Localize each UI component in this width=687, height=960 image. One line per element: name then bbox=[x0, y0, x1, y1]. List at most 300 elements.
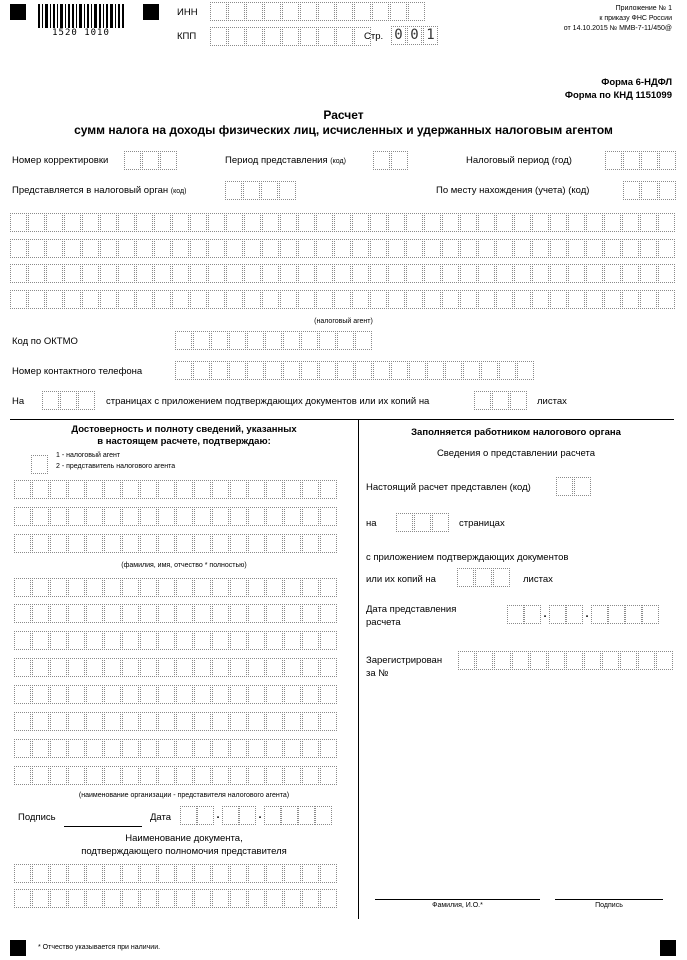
char-cell[interactable] bbox=[104, 578, 121, 597]
char-cell[interactable] bbox=[334, 239, 351, 258]
char-cell[interactable] bbox=[266, 864, 283, 883]
char-cell[interactable] bbox=[284, 578, 301, 597]
char-cell[interactable] bbox=[658, 239, 675, 258]
char-cell[interactable] bbox=[50, 480, 67, 499]
char-cell[interactable] bbox=[230, 631, 247, 650]
char-cell[interactable] bbox=[230, 578, 247, 597]
char-cell[interactable] bbox=[158, 739, 175, 758]
char-cell[interactable] bbox=[176, 712, 193, 731]
char-cell[interactable] bbox=[46, 213, 63, 232]
char-cell[interactable] bbox=[154, 213, 171, 232]
char-cell[interactable] bbox=[514, 264, 531, 283]
char-cell[interactable] bbox=[194, 604, 211, 623]
char-cell[interactable] bbox=[104, 534, 121, 553]
char-cell[interactable] bbox=[140, 766, 157, 785]
char-cell[interactable] bbox=[496, 290, 513, 309]
char-cell[interactable] bbox=[208, 213, 225, 232]
char-cell[interactable] bbox=[248, 739, 265, 758]
char-cell[interactable] bbox=[14, 507, 31, 526]
char-cell[interactable] bbox=[158, 604, 175, 623]
char-cell[interactable] bbox=[388, 290, 405, 309]
char-cell[interactable] bbox=[266, 534, 283, 553]
char-cell[interactable] bbox=[122, 604, 139, 623]
char-cell[interactable] bbox=[136, 213, 153, 232]
char-cell[interactable] bbox=[640, 264, 657, 283]
char-cell[interactable] bbox=[266, 507, 283, 526]
char-cell[interactable] bbox=[104, 480, 121, 499]
char-cell[interactable] bbox=[68, 766, 85, 785]
char-cell[interactable] bbox=[266, 658, 283, 677]
org-row[interactable] bbox=[14, 658, 338, 677]
char-cell[interactable] bbox=[10, 264, 27, 283]
office-sheets-field[interactable] bbox=[457, 568, 511, 587]
char-cell[interactable] bbox=[460, 213, 477, 232]
char-cell[interactable] bbox=[532, 239, 549, 258]
char-cell[interactable] bbox=[460, 290, 477, 309]
char-cell[interactable] bbox=[442, 213, 459, 232]
char-cell[interactable] bbox=[14, 712, 31, 731]
char-cell[interactable] bbox=[190, 213, 207, 232]
char-cell[interactable] bbox=[302, 739, 319, 758]
char-cell[interactable] bbox=[68, 739, 85, 758]
char-cell[interactable] bbox=[514, 290, 531, 309]
char-cell[interactable] bbox=[248, 658, 265, 677]
char-cell[interactable] bbox=[32, 631, 49, 650]
agent-name-row[interactable] bbox=[10, 239, 676, 258]
char-cell[interactable] bbox=[122, 578, 139, 597]
char-cell[interactable] bbox=[604, 239, 621, 258]
char-cell[interactable] bbox=[266, 766, 283, 785]
char-cell[interactable] bbox=[68, 578, 85, 597]
char-cell[interactable] bbox=[100, 239, 117, 258]
char-cell[interactable] bbox=[68, 604, 85, 623]
char-cell[interactable] bbox=[50, 766, 67, 785]
sign-date-field[interactable]: . . bbox=[180, 806, 332, 825]
char-cell[interactable] bbox=[32, 864, 49, 883]
char-cell[interactable] bbox=[230, 658, 247, 677]
char-cell[interactable] bbox=[140, 534, 157, 553]
char-cell[interactable] bbox=[190, 239, 207, 258]
char-cell[interactable] bbox=[172, 290, 189, 309]
char-cell[interactable] bbox=[194, 507, 211, 526]
char-cell[interactable] bbox=[158, 658, 175, 677]
char-cell[interactable] bbox=[284, 604, 301, 623]
char-cell[interactable] bbox=[86, 658, 103, 677]
char-cell[interactable] bbox=[388, 239, 405, 258]
location-field[interactable] bbox=[623, 181, 677, 200]
char-cell[interactable] bbox=[140, 578, 157, 597]
submitted-code-field[interactable] bbox=[556, 477, 592, 496]
char-cell[interactable] bbox=[284, 480, 301, 499]
char-cell[interactable] bbox=[14, 534, 31, 553]
registration-number-field[interactable] bbox=[458, 651, 674, 670]
char-cell[interactable] bbox=[122, 507, 139, 526]
char-cell[interactable] bbox=[568, 290, 585, 309]
char-cell[interactable] bbox=[118, 290, 135, 309]
char-cell[interactable] bbox=[320, 507, 337, 526]
char-cell[interactable] bbox=[316, 264, 333, 283]
oktmo-field[interactable] bbox=[175, 331, 373, 350]
char-cell[interactable] bbox=[68, 685, 85, 704]
char-cell[interactable] bbox=[478, 290, 495, 309]
char-cell[interactable] bbox=[586, 264, 603, 283]
char-cell[interactable] bbox=[32, 739, 49, 758]
char-cell[interactable] bbox=[460, 239, 477, 258]
char-cell[interactable] bbox=[68, 480, 85, 499]
org-row[interactable] bbox=[14, 578, 338, 597]
char-cell[interactable] bbox=[122, 739, 139, 758]
char-cell[interactable] bbox=[532, 290, 549, 309]
char-cell[interactable] bbox=[298, 264, 315, 283]
char-cell[interactable] bbox=[226, 239, 243, 258]
char-cell[interactable] bbox=[86, 739, 103, 758]
char-cell[interactable] bbox=[244, 264, 261, 283]
char-cell[interactable] bbox=[140, 685, 157, 704]
char-cell[interactable] bbox=[10, 213, 27, 232]
char-cell[interactable] bbox=[176, 604, 193, 623]
signer-type-field[interactable] bbox=[31, 455, 48, 474]
char-cell[interactable] bbox=[622, 239, 639, 258]
char-cell[interactable] bbox=[266, 578, 283, 597]
char-cell[interactable] bbox=[122, 685, 139, 704]
char-cell[interactable] bbox=[604, 264, 621, 283]
char-cell[interactable] bbox=[14, 578, 31, 597]
char-cell[interactable] bbox=[68, 507, 85, 526]
char-cell[interactable] bbox=[32, 712, 49, 731]
char-cell[interactable] bbox=[68, 864, 85, 883]
char-cell[interactable] bbox=[136, 239, 153, 258]
char-cell[interactable] bbox=[424, 264, 441, 283]
char-cell[interactable] bbox=[442, 264, 459, 283]
inn-field[interactable] bbox=[210, 2, 426, 21]
char-cell[interactable] bbox=[140, 889, 157, 908]
char-cell[interactable] bbox=[104, 864, 121, 883]
char-cell[interactable] bbox=[14, 685, 31, 704]
char-cell[interactable] bbox=[100, 290, 117, 309]
char-cell[interactable] bbox=[320, 864, 337, 883]
char-cell[interactable] bbox=[230, 864, 247, 883]
char-cell[interactable] bbox=[50, 685, 67, 704]
char-cell[interactable] bbox=[104, 631, 121, 650]
char-cell[interactable] bbox=[158, 685, 175, 704]
char-cell[interactable] bbox=[104, 685, 121, 704]
char-cell[interactable] bbox=[140, 712, 157, 731]
char-cell[interactable] bbox=[248, 507, 265, 526]
char-cell[interactable] bbox=[50, 534, 67, 553]
char-cell[interactable] bbox=[442, 239, 459, 258]
char-cell[interactable] bbox=[176, 578, 193, 597]
submit-date-field[interactable]: . . bbox=[507, 605, 659, 624]
char-cell[interactable] bbox=[262, 290, 279, 309]
char-cell[interactable] bbox=[284, 766, 301, 785]
char-cell[interactable] bbox=[122, 534, 139, 553]
char-cell[interactable] bbox=[226, 213, 243, 232]
char-cell[interactable] bbox=[248, 889, 265, 908]
char-cell[interactable] bbox=[266, 685, 283, 704]
char-cell[interactable] bbox=[32, 480, 49, 499]
char-cell[interactable] bbox=[230, 739, 247, 758]
char-cell[interactable] bbox=[14, 604, 31, 623]
char-cell[interactable] bbox=[212, 507, 229, 526]
char-cell[interactable] bbox=[32, 578, 49, 597]
char-cell[interactable] bbox=[320, 685, 337, 704]
char-cell[interactable] bbox=[550, 290, 567, 309]
char-cell[interactable] bbox=[586, 290, 603, 309]
char-cell[interactable] bbox=[406, 239, 423, 258]
char-cell[interactable] bbox=[320, 658, 337, 677]
char-cell[interactable] bbox=[316, 239, 333, 258]
char-cell[interactable] bbox=[176, 658, 193, 677]
char-cell[interactable] bbox=[104, 889, 121, 908]
char-cell[interactable] bbox=[496, 264, 513, 283]
char-cell[interactable] bbox=[586, 239, 603, 258]
fio-row[interactable] bbox=[14, 507, 338, 526]
char-cell[interactable] bbox=[14, 889, 31, 908]
char-cell[interactable] bbox=[194, 534, 211, 553]
char-cell[interactable] bbox=[622, 290, 639, 309]
char-cell[interactable] bbox=[320, 480, 337, 499]
officer-name-line[interactable] bbox=[375, 899, 540, 900]
char-cell[interactable] bbox=[122, 864, 139, 883]
char-cell[interactable] bbox=[586, 213, 603, 232]
char-cell[interactable] bbox=[302, 507, 319, 526]
char-cell[interactable] bbox=[104, 766, 121, 785]
char-cell[interactable] bbox=[352, 264, 369, 283]
char-cell[interactable] bbox=[176, 631, 193, 650]
char-cell[interactable] bbox=[550, 264, 567, 283]
char-cell[interactable] bbox=[320, 534, 337, 553]
char-cell[interactable] bbox=[334, 264, 351, 283]
char-cell[interactable] bbox=[640, 290, 657, 309]
char-cell[interactable] bbox=[230, 604, 247, 623]
org-row[interactable] bbox=[14, 766, 338, 785]
char-cell[interactable] bbox=[176, 507, 193, 526]
char-cell[interactable] bbox=[68, 712, 85, 731]
char-cell[interactable] bbox=[352, 239, 369, 258]
char-cell[interactable] bbox=[280, 290, 297, 309]
char-cell[interactable] bbox=[32, 604, 49, 623]
char-cell[interactable] bbox=[14, 739, 31, 758]
char-cell[interactable] bbox=[320, 578, 337, 597]
char-cell[interactable] bbox=[262, 213, 279, 232]
char-cell[interactable] bbox=[460, 264, 477, 283]
char-cell[interactable] bbox=[622, 264, 639, 283]
char-cell[interactable] bbox=[298, 213, 315, 232]
char-cell[interactable] bbox=[194, 480, 211, 499]
char-cell[interactable] bbox=[284, 739, 301, 758]
char-cell[interactable] bbox=[82, 290, 99, 309]
char-cell[interactable] bbox=[50, 604, 67, 623]
char-cell[interactable] bbox=[230, 766, 247, 785]
char-cell[interactable] bbox=[32, 507, 49, 526]
char-cell[interactable] bbox=[64, 290, 81, 309]
char-cell[interactable] bbox=[262, 239, 279, 258]
char-cell[interactable] bbox=[212, 685, 229, 704]
char-cell[interactable] bbox=[86, 507, 103, 526]
char-cell[interactable] bbox=[302, 685, 319, 704]
char-cell[interactable] bbox=[140, 480, 157, 499]
char-cell[interactable] bbox=[158, 578, 175, 597]
char-cell[interactable] bbox=[532, 264, 549, 283]
char-cell[interactable] bbox=[604, 213, 621, 232]
char-cell[interactable] bbox=[658, 290, 675, 309]
char-cell[interactable] bbox=[262, 264, 279, 283]
char-cell[interactable] bbox=[50, 712, 67, 731]
char-cell[interactable] bbox=[226, 264, 243, 283]
char-cell[interactable] bbox=[190, 290, 207, 309]
char-cell[interactable] bbox=[320, 631, 337, 650]
char-cell[interactable] bbox=[568, 239, 585, 258]
char-cell[interactable] bbox=[302, 712, 319, 731]
char-cell[interactable] bbox=[158, 507, 175, 526]
char-cell[interactable] bbox=[284, 889, 301, 908]
char-cell[interactable] bbox=[212, 889, 229, 908]
char-cell[interactable] bbox=[334, 290, 351, 309]
char-cell[interactable] bbox=[32, 534, 49, 553]
char-cell[interactable] bbox=[158, 480, 175, 499]
agent-name-row[interactable] bbox=[10, 264, 676, 283]
char-cell[interactable] bbox=[212, 534, 229, 553]
char-cell[interactable] bbox=[514, 239, 531, 258]
phone-field[interactable] bbox=[175, 361, 535, 380]
char-cell[interactable] bbox=[302, 658, 319, 677]
char-cell[interactable] bbox=[388, 264, 405, 283]
char-cell[interactable] bbox=[194, 712, 211, 731]
char-cell[interactable] bbox=[50, 658, 67, 677]
char-cell[interactable] bbox=[208, 290, 225, 309]
signature-line[interactable] bbox=[64, 826, 142, 827]
char-cell[interactable] bbox=[86, 685, 103, 704]
char-cell[interactable] bbox=[194, 658, 211, 677]
char-cell[interactable] bbox=[212, 631, 229, 650]
char-cell[interactable] bbox=[302, 864, 319, 883]
char-cell[interactable] bbox=[424, 213, 441, 232]
char-cell[interactable] bbox=[370, 264, 387, 283]
tax-authority-field[interactable] bbox=[225, 181, 297, 200]
char-cell[interactable] bbox=[158, 766, 175, 785]
char-cell[interactable] bbox=[104, 604, 121, 623]
char-cell[interactable] bbox=[388, 213, 405, 232]
char-cell[interactable] bbox=[86, 766, 103, 785]
char-cell[interactable] bbox=[316, 213, 333, 232]
char-cell[interactable] bbox=[104, 712, 121, 731]
char-cell[interactable] bbox=[302, 631, 319, 650]
char-cell[interactable] bbox=[68, 534, 85, 553]
char-cell[interactable] bbox=[424, 239, 441, 258]
char-cell[interactable] bbox=[140, 631, 157, 650]
org-row[interactable] bbox=[14, 604, 338, 623]
char-cell[interactable] bbox=[176, 534, 193, 553]
char-cell[interactable] bbox=[406, 264, 423, 283]
org-row[interactable] bbox=[14, 712, 338, 731]
char-cell[interactable] bbox=[658, 213, 675, 232]
char-cell[interactable] bbox=[230, 480, 247, 499]
char-cell[interactable] bbox=[658, 264, 675, 283]
char-cell[interactable] bbox=[266, 712, 283, 731]
char-cell[interactable] bbox=[370, 290, 387, 309]
char-cell[interactable] bbox=[302, 534, 319, 553]
char-cell[interactable] bbox=[86, 889, 103, 908]
char-cell[interactable] bbox=[284, 631, 301, 650]
char-cell[interactable] bbox=[46, 290, 63, 309]
char-cell[interactable] bbox=[478, 264, 495, 283]
char-cell[interactable] bbox=[50, 739, 67, 758]
char-cell[interactable] bbox=[194, 631, 211, 650]
char-cell[interactable] bbox=[86, 578, 103, 597]
char-cell[interactable] bbox=[82, 239, 99, 258]
char-cell[interactable] bbox=[230, 507, 247, 526]
char-cell[interactable] bbox=[248, 712, 265, 731]
char-cell[interactable] bbox=[140, 507, 157, 526]
char-cell[interactable] bbox=[140, 658, 157, 677]
char-cell[interactable] bbox=[406, 290, 423, 309]
char-cell[interactable] bbox=[136, 290, 153, 309]
char-cell[interactable] bbox=[266, 889, 283, 908]
char-cell[interactable] bbox=[212, 578, 229, 597]
char-cell[interactable] bbox=[284, 658, 301, 677]
char-cell[interactable] bbox=[172, 213, 189, 232]
char-cell[interactable] bbox=[640, 213, 657, 232]
char-cell[interactable] bbox=[32, 685, 49, 704]
char-cell[interactable] bbox=[86, 480, 103, 499]
char-cell[interactable] bbox=[100, 264, 117, 283]
char-cell[interactable] bbox=[176, 739, 193, 758]
char-cell[interactable] bbox=[86, 534, 103, 553]
char-cell[interactable] bbox=[86, 604, 103, 623]
char-cell[interactable] bbox=[190, 264, 207, 283]
char-cell[interactable] bbox=[284, 534, 301, 553]
char-cell[interactable] bbox=[82, 213, 99, 232]
char-cell[interactable] bbox=[226, 290, 243, 309]
pages-count-field[interactable] bbox=[42, 391, 96, 410]
char-cell[interactable] bbox=[122, 712, 139, 731]
char-cell[interactable] bbox=[208, 239, 225, 258]
char-cell[interactable] bbox=[496, 239, 513, 258]
char-cell[interactable] bbox=[122, 631, 139, 650]
char-cell[interactable] bbox=[212, 739, 229, 758]
char-cell[interactable] bbox=[154, 290, 171, 309]
char-cell[interactable] bbox=[158, 534, 175, 553]
char-cell[interactable] bbox=[176, 889, 193, 908]
org-row[interactable] bbox=[14, 739, 338, 758]
char-cell[interactable] bbox=[64, 264, 81, 283]
char-cell[interactable] bbox=[370, 213, 387, 232]
char-cell[interactable] bbox=[176, 685, 193, 704]
char-cell[interactable] bbox=[14, 864, 31, 883]
char-cell[interactable] bbox=[32, 658, 49, 677]
char-cell[interactable] bbox=[208, 264, 225, 283]
char-cell[interactable] bbox=[50, 631, 67, 650]
char-cell[interactable] bbox=[122, 889, 139, 908]
char-cell[interactable] bbox=[32, 766, 49, 785]
char-cell[interactable] bbox=[136, 264, 153, 283]
char-cell[interactable] bbox=[284, 864, 301, 883]
char-cell[interactable] bbox=[248, 578, 265, 597]
char-cell[interactable] bbox=[176, 480, 193, 499]
char-cell[interactable] bbox=[248, 480, 265, 499]
char-cell[interactable] bbox=[212, 766, 229, 785]
char-cell[interactable] bbox=[352, 290, 369, 309]
char-cell[interactable] bbox=[50, 889, 67, 908]
char-cell[interactable] bbox=[158, 712, 175, 731]
tax-period-field[interactable] bbox=[605, 151, 677, 170]
char-cell[interactable] bbox=[68, 631, 85, 650]
char-cell[interactable] bbox=[82, 264, 99, 283]
char-cell[interactable] bbox=[194, 685, 211, 704]
char-cell[interactable] bbox=[478, 239, 495, 258]
char-cell[interactable] bbox=[568, 213, 585, 232]
char-cell[interactable] bbox=[248, 631, 265, 650]
